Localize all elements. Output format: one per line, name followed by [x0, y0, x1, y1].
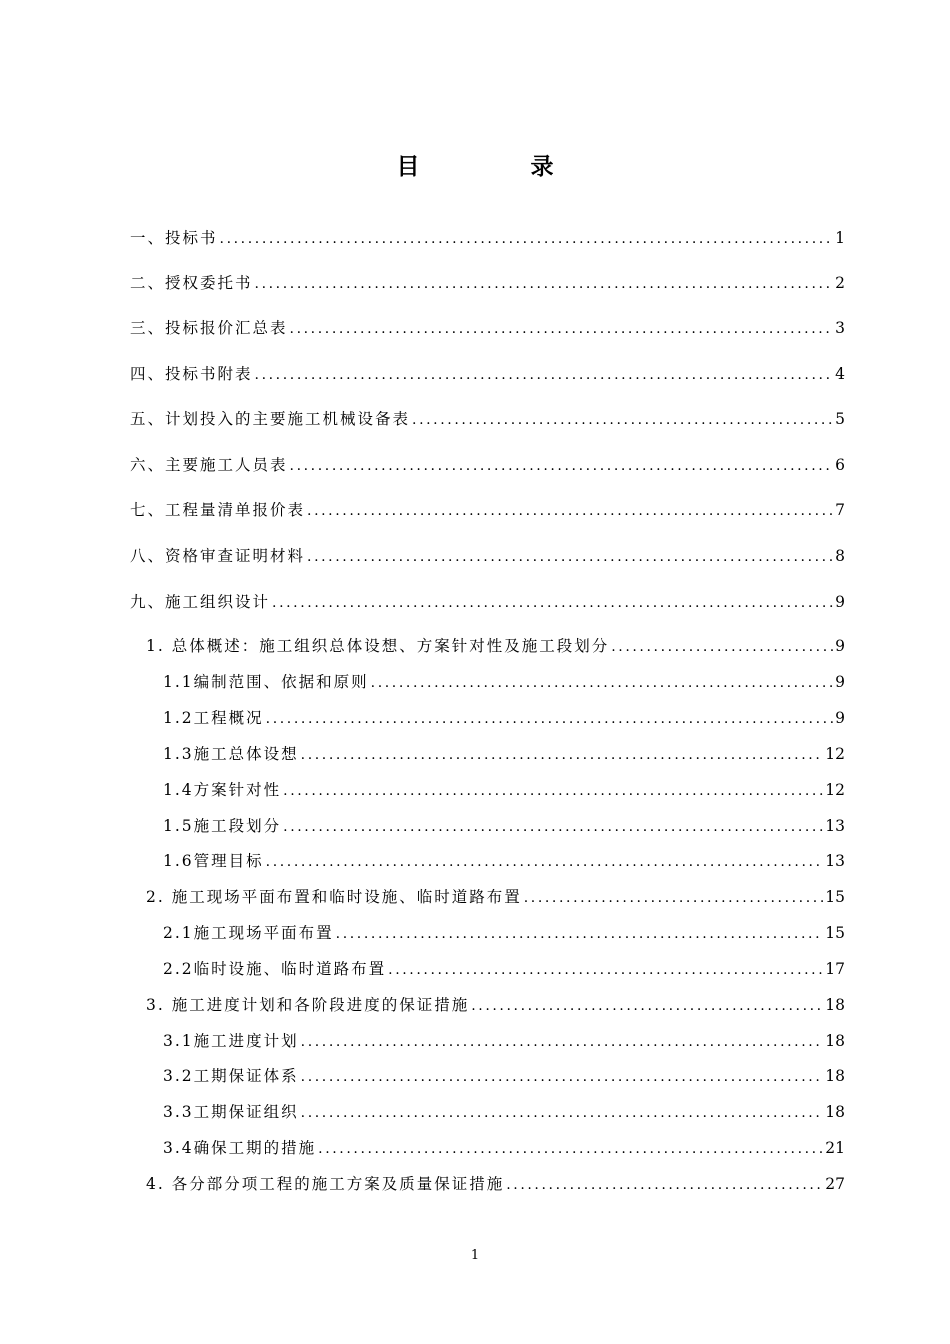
toc-entry[interactable] — [130, 500, 845, 521]
toc-entry[interactable] — [130, 273, 845, 294]
toc-entry-label: 2. 施工现场平面布置和临时设施、临时道路布置 — [146, 888, 522, 906]
toc-leader — [283, 781, 823, 801]
toc-entry[interactable] — [163, 816, 845, 837]
toc-entry[interactable] — [163, 780, 845, 801]
toc-entry[interactable] — [163, 851, 845, 872]
toc-leader — [255, 365, 834, 385]
toc-entry-label: 1.3施工总体设想 — [163, 745, 299, 763]
toc-entry-page: 18 — [825, 1032, 845, 1050]
toc-entry-label: 3.2工期保证体系 — [163, 1067, 299, 1085]
toc-entry-page: 8 — [835, 547, 845, 565]
toc-entry[interactable] — [130, 364, 845, 385]
toc-leader — [336, 924, 824, 944]
toc-entry-page: 18 — [825, 1067, 845, 1085]
toc-entry[interactable] — [146, 995, 845, 1016]
toc-entry-page: 9 — [835, 593, 845, 611]
toc-leader — [301, 745, 824, 765]
toc-leader — [301, 1032, 824, 1052]
toc-entry[interactable] — [163, 1102, 845, 1123]
toc-entry[interactable] — [163, 708, 845, 729]
toc-entry-label: 3. 施工进度计划和各阶段进度的保证措施 — [146, 996, 470, 1014]
toc-leader — [283, 817, 823, 837]
toc-leader — [388, 960, 823, 980]
toc-entry-label: 2.2临时设施、临时道路布置 — [163, 960, 387, 978]
toc-leader — [266, 709, 833, 729]
toc-entry[interactable] — [163, 1066, 845, 1087]
toc-entry-label: 2.1施工现场平面布置 — [163, 924, 334, 942]
toc-entry-page: 18 — [825, 996, 845, 1014]
toc-leader — [307, 547, 833, 567]
toc-entry-page: 17 — [825, 960, 845, 978]
toc-entry-page: 6 — [835, 456, 845, 474]
toc-entry[interactable] — [146, 1174, 845, 1195]
toc-entry[interactable] — [163, 1138, 845, 1159]
toc-leader — [290, 319, 834, 339]
toc-entry-page: 21 — [825, 1139, 845, 1157]
toc-entry-label: 三、投标报价汇总表 — [130, 319, 288, 337]
toc-entry-page: 12 — [825, 745, 845, 763]
toc-entry-page: 13 — [825, 817, 845, 835]
toc-entry-page: 2 — [835, 274, 845, 292]
toc-entry-label: 1.6管理目标 — [163, 852, 264, 870]
toc-entry[interactable] — [130, 455, 845, 476]
toc-leader — [220, 229, 834, 249]
toc-entry[interactable] — [130, 318, 845, 339]
toc-leader — [266, 852, 824, 872]
toc-leader — [255, 274, 834, 294]
toc-leader — [471, 996, 823, 1016]
toc-entry-label: 四、投标书附表 — [130, 365, 253, 383]
toc-leader — [524, 888, 824, 908]
toc-entry-label: 3.4确保工期的措施 — [163, 1139, 317, 1157]
toc-entry-label: 1. 总体概述：施工组织总体设想、方案针对性及施工段划分 — [146, 637, 610, 655]
toc-entry-page: 27 — [825, 1175, 845, 1193]
toc-entry-label: 1.2工程概况 — [163, 709, 264, 727]
toc-entry-page: 1 — [835, 229, 845, 247]
toc-entry-page: 12 — [825, 781, 845, 799]
toc-entry[interactable] — [163, 959, 845, 980]
page-number: 1 — [470, 1248, 480, 1263]
toc-entry-label: 1.5施工段划分 — [163, 817, 282, 835]
toc-entry-page: 4 — [835, 365, 845, 383]
toc-leader — [318, 1139, 823, 1159]
toc-leader — [301, 1067, 824, 1087]
toc-entry-label: 3.3工期保证组织 — [163, 1103, 299, 1121]
toc-entry[interactable] — [163, 744, 845, 765]
toc-entry-page: 15 — [825, 924, 845, 942]
toc-entry[interactable] — [146, 887, 845, 908]
toc-entry-label: 1.4方案针对性 — [163, 781, 282, 799]
toc-entry-label: 1.1编制范围、依据和原则 — [163, 673, 369, 691]
toc-entry[interactable] — [130, 228, 845, 249]
toc-entry[interactable] — [163, 923, 845, 944]
toc-entry[interactable] — [130, 592, 845, 613]
toc-leader — [371, 673, 833, 693]
toc-entry[interactable] — [163, 1031, 845, 1052]
toc-entry-page: 9 — [835, 673, 845, 691]
toc-entry[interactable] — [130, 546, 845, 567]
toc-leader — [412, 410, 833, 430]
toc-leader — [301, 1103, 824, 1123]
toc-leader — [506, 1175, 823, 1195]
toc-entry-page: 13 — [825, 852, 845, 870]
toc-leader — [307, 501, 833, 521]
toc-leader — [272, 593, 833, 613]
toc-entry-label: 六、主要施工人员表 — [130, 456, 288, 474]
toc-entry-label: 五、计划投入的主要施工机械设备表 — [130, 410, 411, 428]
toc-entry-label: 3.1施工进度计划 — [163, 1032, 299, 1050]
toc-entry-page: 3 — [835, 319, 845, 337]
toc-entry-label: 4. 各分部分项工程的施工方案及质量保证措施 — [146, 1175, 505, 1193]
toc-entry-label: 一、投标书 — [130, 229, 218, 247]
toc-entry-label: 八、资格审查证明材料 — [130, 547, 306, 565]
toc-entry-label: 九、施工组织设计 — [130, 593, 271, 611]
toc-entry-page: 15 — [825, 888, 845, 906]
toc-entry-page: 5 — [835, 410, 845, 428]
toc-leader — [290, 456, 834, 476]
toc-entry[interactable] — [130, 409, 845, 430]
toc-entry[interactable] — [146, 636, 845, 657]
toc-entry[interactable] — [163, 672, 845, 693]
toc-entry-page: 7 — [835, 501, 845, 519]
page-title: 目 录 — [396, 154, 598, 180]
toc-entry-label: 七、工程量清单报价表 — [130, 501, 306, 519]
toc-entry-page: 9 — [835, 709, 845, 727]
toc-entry-page: 18 — [825, 1103, 845, 1121]
toc-entry-label: 二、授权委托书 — [130, 274, 253, 292]
toc-entry-page: 9 — [835, 637, 845, 655]
toc-leader — [611, 637, 833, 657]
